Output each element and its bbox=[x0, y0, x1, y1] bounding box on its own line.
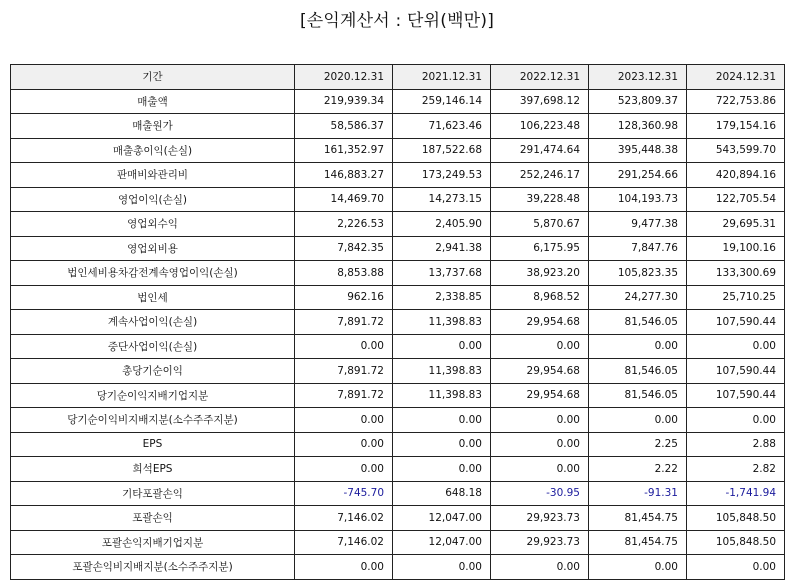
table-cell: 0.00 bbox=[491, 334, 589, 359]
table-cell: 11,398.83 bbox=[393, 359, 491, 384]
table-row bbox=[11, 138, 785, 163]
table-cell: 7,842.35 bbox=[295, 236, 393, 261]
row-label: 포괄손익지배기업지분 bbox=[11, 530, 295, 555]
table-cell: 0.00 bbox=[295, 408, 393, 433]
table-row bbox=[11, 383, 785, 408]
table-cell: 14,469.70 bbox=[295, 187, 393, 212]
table-cell: 105,848.50 bbox=[687, 530, 785, 555]
table-cell: -30.95 bbox=[491, 481, 589, 506]
table-cell: 722,753.86 bbox=[687, 89, 785, 114]
table-cell: 2.25 bbox=[589, 432, 687, 457]
table-cell: 107,590.44 bbox=[687, 383, 785, 408]
table-cell: 543,599.70 bbox=[687, 138, 785, 163]
row-label: 영업외비용 bbox=[11, 236, 295, 261]
table-row bbox=[11, 212, 785, 237]
table-cell: 187,522.68 bbox=[393, 138, 491, 163]
table-row bbox=[11, 163, 785, 188]
table-cell: 395,448.38 bbox=[589, 138, 687, 163]
table-cell: 0.00 bbox=[687, 408, 785, 433]
table-cell: 29,923.73 bbox=[491, 506, 589, 531]
table-cell: 161,352.97 bbox=[295, 138, 393, 163]
table-cell: 2,941.38 bbox=[393, 236, 491, 261]
table-cell: 179,154.16 bbox=[687, 114, 785, 139]
row-label: 총당기순이익 bbox=[11, 359, 295, 384]
table-cell: 0.00 bbox=[687, 555, 785, 580]
table-cell: 0.00 bbox=[393, 334, 491, 359]
table-cell: 2.22 bbox=[589, 457, 687, 482]
table-cell: 523,809.37 bbox=[589, 89, 687, 114]
table-cell: 106,223.48 bbox=[491, 114, 589, 139]
table-cell: 29,954.68 bbox=[491, 310, 589, 335]
table-cell: 9,477.38 bbox=[589, 212, 687, 237]
table-cell: -91.31 bbox=[589, 481, 687, 506]
table-cell: 420,894.16 bbox=[687, 163, 785, 188]
table-cell: 7,146.02 bbox=[295, 530, 393, 555]
table-cell: 7,891.72 bbox=[295, 310, 393, 335]
table-row bbox=[11, 187, 785, 212]
table-cell: 7,146.02 bbox=[295, 506, 393, 531]
table-cell: 7,891.72 bbox=[295, 359, 393, 384]
row-label: 영업이익(손실) bbox=[11, 187, 295, 212]
table-cell: 252,246.17 bbox=[491, 163, 589, 188]
table-cell: 0.00 bbox=[491, 457, 589, 482]
table-cell: 146,883.27 bbox=[295, 163, 393, 188]
table-row bbox=[11, 310, 785, 335]
row-label: 법인세비용차감전계속영업이익(손실) bbox=[11, 261, 295, 286]
year-header: 2023.12.31 bbox=[589, 65, 687, 90]
table-cell: 6,175.95 bbox=[491, 236, 589, 261]
table-cell: 0.00 bbox=[295, 432, 393, 457]
table-row bbox=[11, 334, 785, 359]
table-cell: 29,695.31 bbox=[687, 212, 785, 237]
table-cell: 107,590.44 bbox=[687, 359, 785, 384]
row-label: 판매비와관리비 bbox=[11, 163, 295, 188]
table-cell: 0.00 bbox=[393, 457, 491, 482]
year-header: 2022.12.31 bbox=[491, 65, 589, 90]
table-cell: 133,300.69 bbox=[687, 261, 785, 286]
row-label: 희석EPS bbox=[11, 457, 295, 482]
row-label: 당기순이익지배기업지분 bbox=[11, 383, 295, 408]
table-cell: 104,193.73 bbox=[589, 187, 687, 212]
table-cell: 0.00 bbox=[393, 408, 491, 433]
table-row bbox=[11, 530, 785, 555]
table-cell: 38,923.20 bbox=[491, 261, 589, 286]
table-cell: 0.00 bbox=[589, 408, 687, 433]
year-header: 2024.12.31 bbox=[687, 65, 785, 90]
table-cell: 11,398.83 bbox=[393, 310, 491, 335]
table-cell: 81,454.75 bbox=[589, 506, 687, 531]
table-cell: 0.00 bbox=[589, 555, 687, 580]
table-cell: 81,546.05 bbox=[589, 359, 687, 384]
table-cell: -1,741.94 bbox=[687, 481, 785, 506]
table-cell: 2,338.85 bbox=[393, 285, 491, 310]
table-cell: 7,891.72 bbox=[295, 383, 393, 408]
table-row bbox=[11, 457, 785, 482]
row-label: 중단사업이익(손실) bbox=[11, 334, 295, 359]
table-cell: 2.88 bbox=[687, 432, 785, 457]
year-header: 2020.12.31 bbox=[295, 65, 393, 90]
table-cell: -745.70 bbox=[295, 481, 393, 506]
table-cell: 962.16 bbox=[295, 285, 393, 310]
table-row bbox=[11, 89, 785, 114]
table-cell: 291,254.66 bbox=[589, 163, 687, 188]
table-cell: 2,226.53 bbox=[295, 212, 393, 237]
table-cell: 81,454.75 bbox=[589, 530, 687, 555]
table-cell: 173,249.53 bbox=[393, 163, 491, 188]
table-cell: 29,923.73 bbox=[491, 530, 589, 555]
row-label: 매출총이익(손실) bbox=[11, 138, 295, 163]
table-cell: 12,047.00 bbox=[393, 530, 491, 555]
table-cell: 81,546.05 bbox=[589, 310, 687, 335]
table-cell: 0.00 bbox=[295, 555, 393, 580]
table-row bbox=[11, 114, 785, 139]
table-cell: 105,823.35 bbox=[589, 261, 687, 286]
table-cell: 648.18 bbox=[393, 481, 491, 506]
income-statement-table bbox=[10, 64, 785, 580]
table-cell: 107,590.44 bbox=[687, 310, 785, 335]
row-label: 당기순이익비지배지분(소수주주지분) bbox=[11, 408, 295, 433]
table-cell: 122,705.54 bbox=[687, 187, 785, 212]
row-label: 매출액 bbox=[11, 89, 295, 114]
table-cell: 291,474.64 bbox=[491, 138, 589, 163]
table-row bbox=[11, 555, 785, 580]
table-cell: 19,100.16 bbox=[687, 236, 785, 261]
table-cell: 8,968.52 bbox=[491, 285, 589, 310]
table-cell: 71,623.46 bbox=[393, 114, 491, 139]
table-cell: 13,737.68 bbox=[393, 261, 491, 286]
table-row bbox=[11, 506, 785, 531]
table-cell: 219,939.34 bbox=[295, 89, 393, 114]
row-label: 포괄손익비지배지분(소수주주지분) bbox=[11, 555, 295, 580]
table-cell: 2.82 bbox=[687, 457, 785, 482]
table-cell: 11,398.83 bbox=[393, 383, 491, 408]
table-cell: 29,954.68 bbox=[491, 383, 589, 408]
table-cell: 14,273.15 bbox=[393, 187, 491, 212]
table-cell: 58,586.37 bbox=[295, 114, 393, 139]
table-cell: 397,698.12 bbox=[491, 89, 589, 114]
table-row bbox=[11, 285, 785, 310]
table-cell: 105,848.50 bbox=[687, 506, 785, 531]
row-label: 영업외수익 bbox=[11, 212, 295, 237]
table-cell: 0.00 bbox=[491, 408, 589, 433]
table-row bbox=[11, 408, 785, 433]
table-cell: 5,870.67 bbox=[491, 212, 589, 237]
header-row bbox=[11, 65, 785, 90]
table-cell: 259,146.14 bbox=[393, 89, 491, 114]
row-label: 포괄손익 bbox=[11, 506, 295, 531]
table-cell: 29,954.68 bbox=[491, 359, 589, 384]
table-cell: 7,847.76 bbox=[589, 236, 687, 261]
page-title: [손익계산서 : 단위(백만)] bbox=[299, 11, 495, 31]
row-label: 기타포괄손익 bbox=[11, 481, 295, 506]
table-cell: 0.00 bbox=[491, 432, 589, 457]
period-header: 기간 bbox=[11, 65, 295, 90]
table-cell: 12,047.00 bbox=[393, 506, 491, 531]
table-cell: 0.00 bbox=[687, 334, 785, 359]
table-cell: 128,360.98 bbox=[589, 114, 687, 139]
table-cell: 81,546.05 bbox=[589, 383, 687, 408]
row-label: 법인세 bbox=[11, 285, 295, 310]
row-label: 매출원가 bbox=[11, 114, 295, 139]
table-cell: 2,405.90 bbox=[393, 212, 491, 237]
table-cell: 0.00 bbox=[393, 555, 491, 580]
table-cell: 39,228.48 bbox=[491, 187, 589, 212]
table-cell: 8,853.88 bbox=[295, 261, 393, 286]
year-header: 2021.12.31 bbox=[393, 65, 491, 90]
table-cell: 0.00 bbox=[589, 334, 687, 359]
row-label: 계속사업이익(손실) bbox=[11, 310, 295, 335]
table-cell: 0.00 bbox=[295, 334, 393, 359]
table-cell: 24,277.30 bbox=[589, 285, 687, 310]
row-label: EPS bbox=[11, 432, 295, 457]
table-cell: 25,710.25 bbox=[687, 285, 785, 310]
table-cell: 0.00 bbox=[295, 457, 393, 482]
table-row bbox=[11, 261, 785, 286]
table-cell: 0.00 bbox=[393, 432, 491, 457]
table-row bbox=[11, 432, 785, 457]
table-row bbox=[11, 236, 785, 261]
table-row bbox=[11, 481, 785, 506]
table-cell: 0.00 bbox=[491, 555, 589, 580]
table-row bbox=[11, 359, 785, 384]
